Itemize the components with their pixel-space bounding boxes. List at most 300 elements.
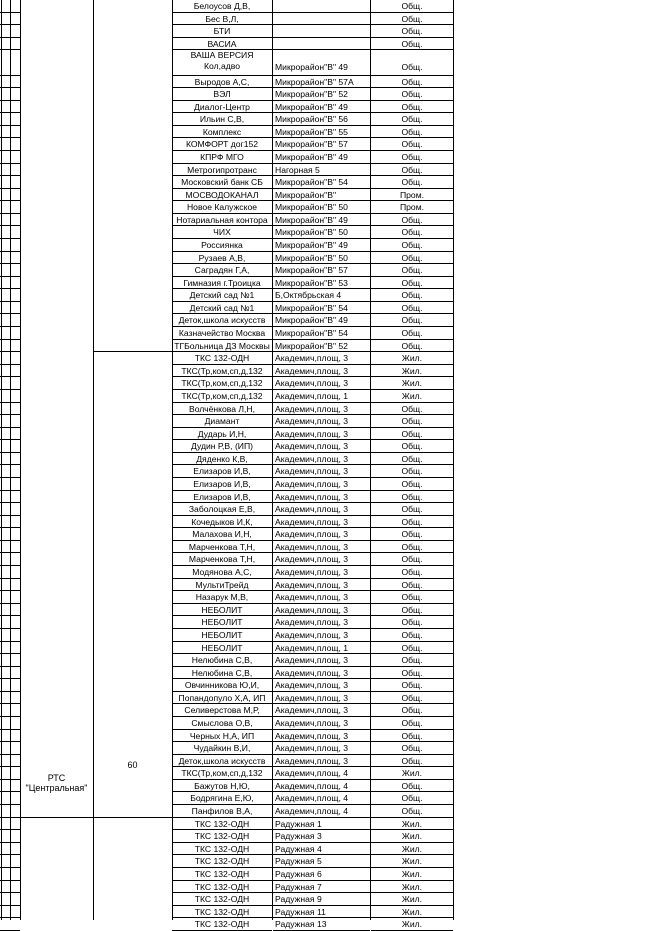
consumer-address: Академич,площ, 3 (273, 604, 370, 617)
row-margin-cell (0, 868, 20, 881)
consumer-type: Общ. (371, 113, 453, 126)
consumer-name: Нотариальная контора (172, 214, 272, 227)
table-row (0, 667, 453, 680)
consumer-type: Общ. (371, 717, 453, 730)
consumer-address: Академич,площ, 3 (273, 742, 370, 755)
consumer-type: Общ. (371, 704, 453, 717)
row-margin-cell (0, 126, 20, 139)
row-margin-cell (0, 252, 20, 265)
table-row (0, 390, 453, 403)
table-row (0, 327, 453, 340)
row-margin-cell (0, 553, 20, 566)
consumer-name: ТКС 132-ОДН (172, 830, 272, 843)
consumer-type: Общ. (371, 755, 453, 768)
row-margin-cell (0, 352, 20, 365)
consumer-name: Модянова А,С, (172, 566, 272, 579)
consumer-name: ТКС(Тр,ком,сп,д,132 (172, 390, 272, 403)
table-row (0, 101, 453, 114)
consumer-type: Общ. (371, 629, 453, 642)
consumer-address: Академич,площ, 3 (273, 440, 370, 453)
row-margin-cell (0, 893, 20, 906)
consumer-name: ТКС(Тр,ком,сп,д,132 (172, 377, 272, 390)
consumer-type: Общ. (371, 579, 453, 592)
row-margin-cell (0, 642, 20, 655)
table-row (0, 616, 453, 629)
consumer-type: Общ. (371, 591, 453, 604)
consumer-address: Академич,площ, 3 (273, 516, 370, 529)
consumer-name: Кочедыков И,К, (172, 516, 272, 529)
consumer-name: ТГБольница ДЗ Москвы (172, 340, 272, 353)
consumer-address: Нагорная 5 (273, 164, 370, 177)
consumer-type: Общ. (371, 214, 453, 227)
consumer-type: Общ. (371, 314, 453, 327)
consumer-type: Общ. (371, 340, 453, 353)
table-row (0, 591, 453, 604)
table-row (0, 88, 453, 101)
consumer-name: ВАША ВЕРСИЯ Кол,адво (172, 50, 272, 75)
consumer-address: Микрорайон"В" 49 (273, 151, 370, 164)
consumer-name: Деток,школа искусств (172, 755, 272, 768)
table-row (0, 604, 453, 617)
table-row (0, 377, 453, 390)
consumer-type: Жил. (371, 818, 453, 831)
table-row (0, 176, 453, 189)
consumer-name: Комплекс (172, 126, 272, 139)
consumer-type: Общ. (371, 528, 453, 541)
row-margin-cell (0, 226, 20, 239)
row-margin-cell (0, 730, 20, 743)
consumer-name: ТКС(Тр,ком,сп,д,132 (172, 365, 272, 378)
table-row (0, 654, 453, 667)
consumer-address: Радужная 3 (273, 830, 370, 843)
table-row (0, 755, 453, 768)
table-row (0, 453, 453, 466)
table-row (0, 201, 453, 214)
consumer-name: НЕБОЛИТ (172, 629, 272, 642)
consumer-type: Общ. (371, 491, 453, 504)
consumer-name: Ильин С,В, (172, 113, 272, 126)
row-margin-cell (0, 189, 20, 202)
consumer-type: Общ. (371, 13, 453, 26)
table-row (0, 566, 453, 579)
consumer-type: Общ. (371, 730, 453, 743)
consumer-address: Академич,площ, 4 (273, 767, 370, 780)
table-row (0, 893, 453, 906)
consumer-type: Общ. (371, 566, 453, 579)
row-margin-cell (0, 491, 20, 504)
consumer-type: Общ. (371, 101, 453, 114)
consumer-name: Заболоцкая Е,В, (172, 503, 272, 516)
row-margin-cell (0, 390, 20, 403)
consumer-address: Б,Октябрьская 4 (273, 289, 370, 302)
consumer-address: Радужная 5 (273, 855, 370, 868)
consumer-name: Малахова И,Н, (172, 528, 272, 541)
consumer-name: ТКС 132-ОДН (172, 918, 272, 931)
consumer-name: ТКС 132-ОДН (172, 906, 272, 919)
consumer-address: Радужная 7 (273, 881, 370, 894)
consumer-address: Академич,площ, 3 (273, 629, 370, 642)
consumer-name: Елизаров И,В, (172, 465, 272, 478)
row-margin-cell (0, 742, 20, 755)
table-row (0, 642, 453, 655)
consumer-name: Белоусов Д,В, (172, 0, 272, 13)
consumer-type: Жил. (371, 893, 453, 906)
table-row (0, 25, 453, 38)
consumer-name: НЕБОЛИТ (172, 616, 272, 629)
consumer-type: Жил. (371, 352, 453, 365)
consumer-type: Общ. (371, 88, 453, 101)
consumer-name: КПРФ МГО (172, 151, 272, 164)
consumer-address: Академич,площ, 3 (273, 541, 370, 554)
consumer-address: Микрорайон"В" 56 (273, 113, 370, 126)
consumer-type: Общ. (371, 428, 453, 441)
row-margin-cell (0, 465, 20, 478)
consumer-address (273, 13, 370, 26)
consumer-address: Академич,площ, 3 (273, 352, 370, 365)
consumer-address: Академич,площ, 3 (273, 377, 370, 390)
table-row (0, 428, 453, 441)
consumer-address: Микрорайон"В" 57 (273, 264, 370, 277)
group-separator (20, 817, 172, 818)
row-margin-cell (0, 377, 20, 390)
consumer-name: Овчинникова Ю,И, (172, 679, 272, 692)
consumer-name: Рузаев А,В, (172, 252, 272, 265)
row-margin-cell (0, 591, 20, 604)
consumer-address: Микрорайон"В" 57 (273, 138, 370, 151)
consumer-address: Микрорайон"В" 49 (273, 214, 370, 227)
table-row (0, 440, 453, 453)
table-row (0, 906, 453, 919)
table-row (0, 365, 453, 378)
consumer-name: НЕБОЛИТ (172, 642, 272, 655)
consumer-address: Микрорайон"В" 57А (273, 76, 370, 89)
row-margin-cell (0, 692, 20, 705)
consumer-type: Общ. (371, 176, 453, 189)
consumer-type: Общ. (371, 226, 453, 239)
table-row (0, 692, 453, 705)
row-margin-cell (0, 50, 20, 75)
consumer-name: Дяденко К,В, (172, 453, 272, 466)
table-row (0, 881, 453, 894)
consumer-address: Микрорайон"В" 53 (273, 277, 370, 290)
row-margin-cell (0, 503, 20, 516)
consumer-name: ТКС 132-ОДН (172, 855, 272, 868)
table-row (0, 164, 453, 177)
row-margin-cell (0, 516, 20, 529)
row-margin-cell (0, 365, 20, 378)
consumer-address: Академич,площ, 3 (273, 692, 370, 705)
row-margin-cell (0, 843, 20, 856)
consumer-name: Диамант (172, 415, 272, 428)
table-row (0, 579, 453, 592)
table-row (0, 704, 453, 717)
table-row (0, 629, 453, 642)
row-margin-cell (0, 13, 20, 26)
consumer-name: Дудин Р,В, (ИП) (172, 440, 272, 453)
consumer-name: Выродов А,С, (172, 76, 272, 89)
station-name-line1: РТС (47, 773, 66, 783)
consumer-address (273, 38, 370, 51)
row-margin-cell (0, 113, 20, 126)
consumer-name: Марченкова Т,Н, (172, 541, 272, 554)
row-margin-cell (0, 566, 20, 579)
consumer-name: ТКС 132-ОДН (172, 893, 272, 906)
consumer-address: Академич,площ, 4 (273, 805, 370, 818)
consumer-type: Общ. (371, 151, 453, 164)
consumer-type: Общ. (371, 604, 453, 617)
consumer-type: Пром. (371, 201, 453, 214)
consumer-address: Микрорайон"В" 49 (273, 239, 370, 252)
consumer-address: Микрорайон"В" 50 (273, 252, 370, 265)
table-row (0, 340, 453, 353)
consumer-type: Общ. (371, 667, 453, 680)
table-row (0, 302, 453, 315)
consumer-address: Радужная 9 (273, 893, 370, 906)
consumer-name: Елизаров И,В, (172, 478, 272, 491)
table-row (0, 189, 453, 202)
table-row (0, 491, 453, 504)
consumer-name: ВЭЛ (172, 88, 272, 101)
table-row (0, 730, 453, 743)
row-margin-cell (0, 604, 20, 617)
consumer-type: Общ. (371, 692, 453, 705)
consumer-type: Общ. (371, 38, 453, 51)
consumer-name: БТИ (172, 25, 272, 38)
consumer-address: Микрорайон"В" (273, 189, 370, 202)
consumer-name: КОМФОРТ дог152 (172, 138, 272, 151)
row-margin-cell (0, 164, 20, 177)
consumer-name: Бажутов Н,Ю, (172, 780, 272, 793)
table-row (0, 868, 453, 881)
consumer-name: Чудайкин В,И, (172, 742, 272, 755)
row-margin-cell (0, 440, 20, 453)
consumer-address: Академич,площ, 3 (273, 528, 370, 541)
consumer-address: Академич,площ, 1 (273, 642, 370, 655)
consumer-type: Общ. (371, 440, 453, 453)
consumer-name: Елизаров И,В, (172, 491, 272, 504)
row-margin-cell (0, 818, 20, 831)
row-margin-cell (0, 88, 20, 101)
consumer-name: НЕБОЛИТ (172, 604, 272, 617)
consumer-address: Академич,площ, 3 (273, 553, 370, 566)
table-row (0, 918, 453, 931)
row-margin-cell (0, 0, 20, 13)
consumer-type: Жил. (371, 918, 453, 931)
row-margin-cell (0, 855, 20, 868)
row-margin-cell (0, 138, 20, 151)
table-row (0, 818, 453, 831)
consumer-address: Академич,площ, 3 (273, 403, 370, 416)
row-margin-cell (0, 302, 20, 315)
consumer-address: Радужная 1 (273, 818, 370, 831)
consumer-type: Жил. (371, 390, 453, 403)
consumer-type: Общ. (371, 126, 453, 139)
consumer-type: Жил. (371, 881, 453, 894)
row-margin-cell (0, 918, 20, 931)
consumer-address: Академич,площ, 3 (273, 591, 370, 604)
consumer-name: Черных Н,А, ИП (172, 730, 272, 743)
consumer-address: Академич,площ, 3 (273, 453, 370, 466)
consumer-address: Академич,площ, 3 (273, 679, 370, 692)
consumer-address: Академич,площ, 4 (273, 792, 370, 805)
consumer-type: Общ. (371, 453, 453, 466)
row-margin-cell (0, 805, 20, 818)
station-power: 60 (127, 760, 138, 770)
row-margin-cell (0, 214, 20, 227)
consumer-name: Россиянка (172, 239, 272, 252)
consumer-type: Общ. (371, 164, 453, 177)
consumer-name: Смыслова О,В, (172, 717, 272, 730)
table-row (0, 252, 453, 265)
consumer-type: Общ. (371, 503, 453, 516)
table-row (0, 465, 453, 478)
consumer-type: Жил. (371, 365, 453, 378)
table-row (0, 0, 453, 13)
consumer-address: Микрорайон"В" 54 (273, 302, 370, 315)
consumer-address (273, 0, 370, 13)
consumer-type: Общ. (371, 541, 453, 554)
consumer-type: Жил. (371, 855, 453, 868)
consumer-type: Жил. (371, 868, 453, 881)
consumer-name: Казначейство Москва (172, 327, 272, 340)
consumer-address: Радужная 4 (273, 843, 370, 856)
row-margin-cell (0, 201, 20, 214)
row-margin-cell (0, 792, 20, 805)
consumer-type: Общ. (371, 478, 453, 491)
group-separator (93, 351, 172, 352)
consumer-name: Детский сад №1 (172, 302, 272, 315)
table-row (0, 717, 453, 730)
consumer-name: ТКС 132-ОДН (172, 881, 272, 894)
row-margin-cell (0, 264, 20, 277)
row-margin-cell (0, 25, 20, 38)
row-margin-cell (0, 277, 20, 290)
table-row (0, 113, 453, 126)
table-row (0, 76, 453, 89)
consumer-name: МультиТрейд (172, 579, 272, 592)
consumer-name: МОСВОДОКАНАЛ (172, 189, 272, 202)
table-row (0, 403, 453, 416)
consumer-address: Радужная 11 (273, 906, 370, 919)
row-margin-cell (0, 403, 20, 416)
consumer-name: ТКС(Тр,ком,сп,д,132 (172, 767, 272, 780)
consumer-address: Академич,площ, 3 (273, 616, 370, 629)
table-row (0, 855, 453, 868)
consumer-address: Академич,площ, 3 (273, 579, 370, 592)
consumer-type: Общ. (371, 327, 453, 340)
row-margin-cell (0, 629, 20, 642)
consumer-address: Академич,площ, 3 (273, 478, 370, 491)
consumer-type: Общ. (371, 289, 453, 302)
row-margin-cell (0, 239, 20, 252)
consumer-address: Академич,площ, 3 (273, 465, 370, 478)
row-margin-cell (0, 755, 20, 768)
row-margin-cell (0, 679, 20, 692)
consumer-name: ЧИХ (172, 226, 272, 239)
consumer-name: Саградян Г,А, (172, 264, 272, 277)
consumer-type: Общ. (371, 264, 453, 277)
station-name-line2: "Центральная" (25, 783, 88, 793)
table-row (0, 742, 453, 755)
row-margin-cell (0, 717, 20, 730)
table-row (0, 277, 453, 290)
consumer-name: ВАСИА (172, 38, 272, 51)
consumer-type: Общ. (371, 76, 453, 89)
consumer-name: Назарук М,В, (172, 591, 272, 604)
consumer-address: Академич,площ, 3 (273, 654, 370, 667)
consumer-address: Микрорайон"В" 50 (273, 226, 370, 239)
consumer-name: Волчёнкова Л,Н, (172, 403, 272, 416)
table-row (0, 239, 453, 252)
table-row (0, 792, 453, 805)
consumer-type: Жил. (371, 377, 453, 390)
table-row (0, 843, 453, 856)
consumer-type: Общ. (371, 780, 453, 793)
consumer-name: Попандопуло Х,А, ИП (172, 692, 272, 705)
consumer-address: Академич,площ, 3 (273, 566, 370, 579)
row-margin-cell (0, 151, 20, 164)
table-row (0, 528, 453, 541)
consumer-address: Микрорайон"В" 49 (273, 101, 370, 114)
consumer-address: Микрорайон"В" 52 (273, 88, 370, 101)
table-row (0, 830, 453, 843)
consumer-type: Жил. (371, 906, 453, 919)
consumer-type: Общ. (371, 25, 453, 38)
consumer-type: Общ. (371, 616, 453, 629)
consumer-address: Академич,площ, 3 (273, 730, 370, 743)
row-margin-cell (0, 906, 20, 919)
table-row (0, 553, 453, 566)
table-row (0, 415, 453, 428)
row-margin-cell (0, 780, 20, 793)
consumer-type: Общ. (371, 239, 453, 252)
consumer-type: Общ. (371, 516, 453, 529)
consumer-name: ТКС 132-ОДН (172, 818, 272, 831)
row-margin-cell (0, 38, 20, 51)
row-margin-cell (0, 453, 20, 466)
row-margin-cell (0, 616, 20, 629)
row-margin-cell (0, 541, 20, 554)
consumer-name: Селиверстова М,Р, (172, 704, 272, 717)
consumer-name: ТКС 132-ОДН (172, 352, 272, 365)
consumer-name: Бодрягина Е,Ю, (172, 792, 272, 805)
consumer-type: Общ. (371, 642, 453, 655)
row-margin-cell (0, 428, 20, 441)
consumer-address: Микрорайон"В" 50 (273, 201, 370, 214)
row-margin-cell (0, 76, 20, 89)
consumer-type: Общ. (371, 415, 453, 428)
consumer-address: Академич,площ, 3 (273, 717, 370, 730)
table-row (0, 314, 453, 327)
consumer-name: Детский сад №1 (172, 289, 272, 302)
consumer-name: Новое Калужское (172, 201, 272, 214)
consumer-name: Бес В,Л, (172, 13, 272, 26)
table-row (0, 214, 453, 227)
consumer-address: Академич,площ, 3 (273, 704, 370, 717)
consumer-address: Академич,площ, 3 (273, 667, 370, 680)
table-row (0, 13, 453, 26)
consumer-address: Академич,площ, 3 (273, 755, 370, 768)
table-row (0, 38, 453, 51)
row-margin-cell (0, 830, 20, 843)
consumer-name: Нелюбина С,В, (172, 667, 272, 680)
table-row (0, 503, 453, 516)
consumer-address: Радужная 13 (273, 918, 370, 931)
row-margin-cell (0, 667, 20, 680)
consumer-address: Микрорайон"В" 49 (273, 50, 370, 75)
row-margin-cell (0, 881, 20, 894)
table-row (0, 226, 453, 239)
